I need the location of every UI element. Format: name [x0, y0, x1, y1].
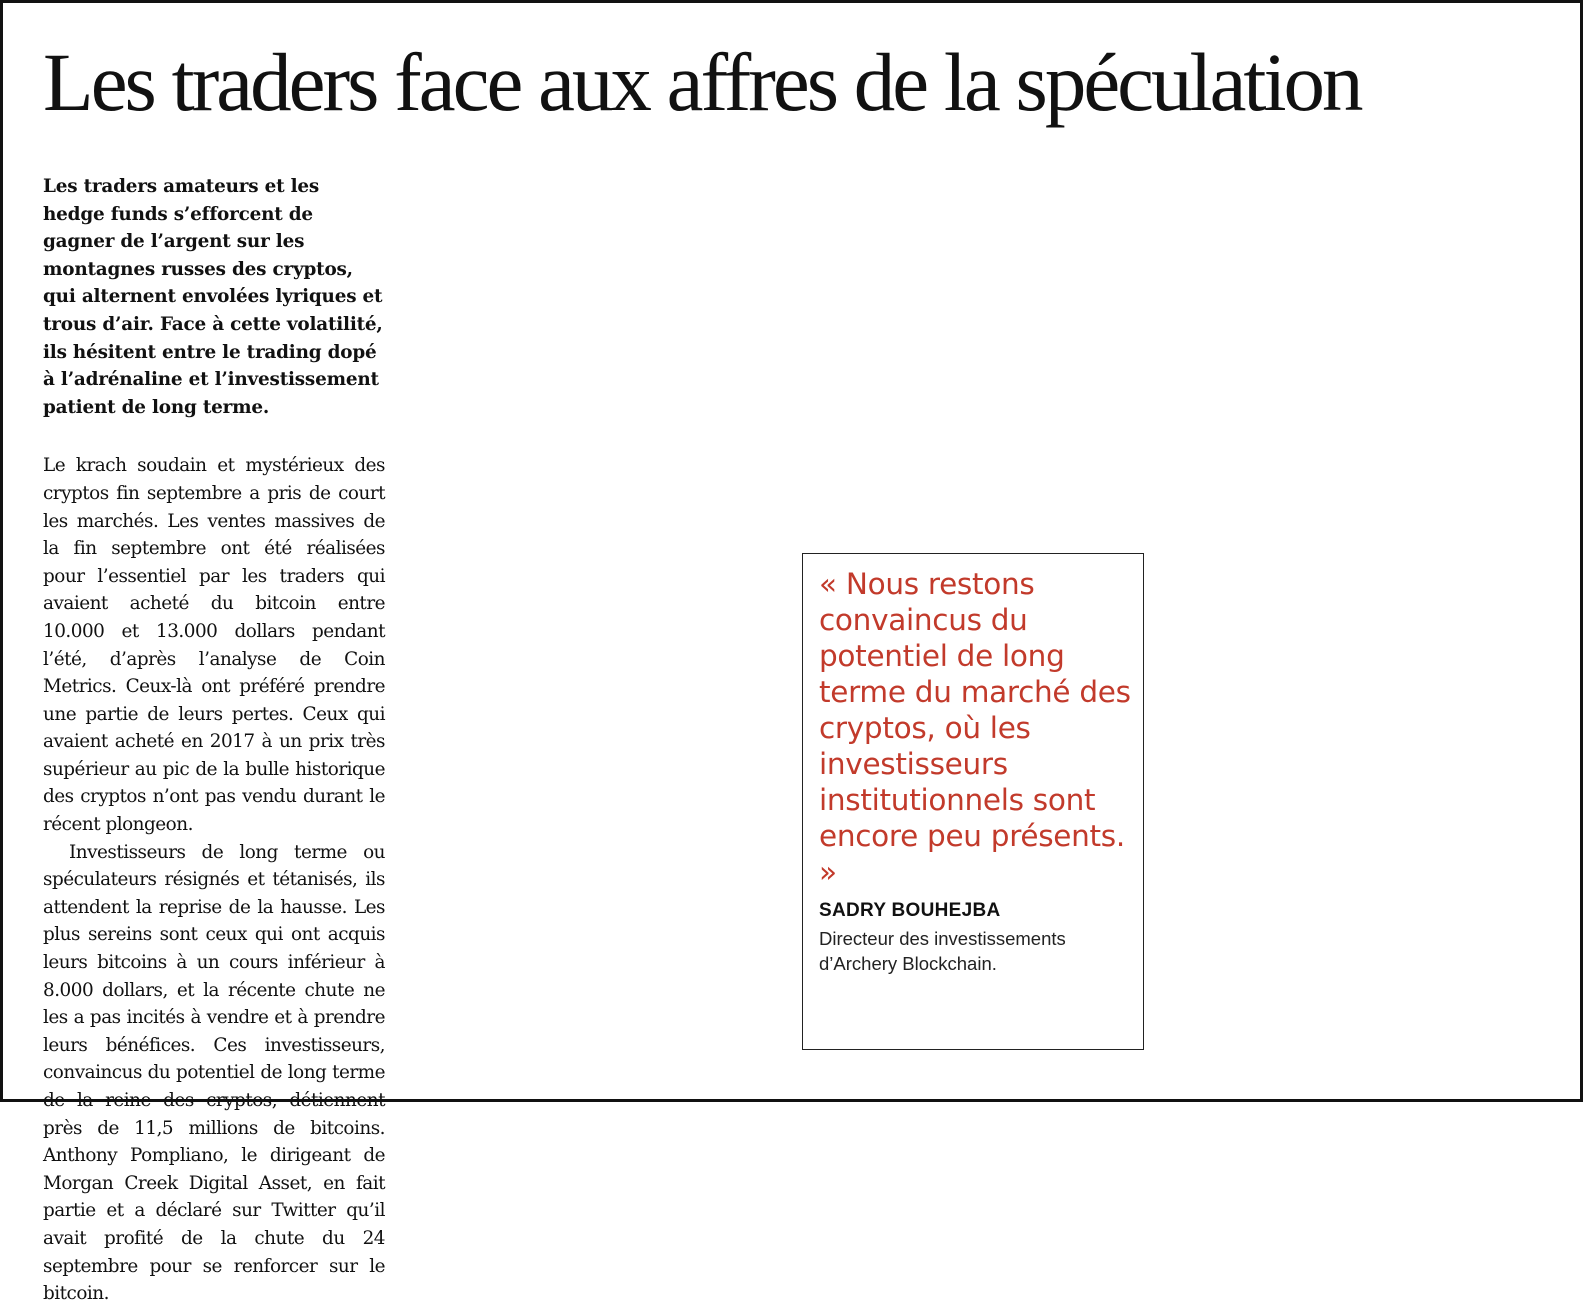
pull-quote-author-role: Directeur des investissements d’Archery Blockchain. [819, 928, 1066, 974]
lede: Les traders amateurs et les hedge funds s’efforcent de gagner de l’argent sur les montagnes russes des cryptos, qui alternent envolées lyriques et trous d’air. Face à cette volatilité, ils hésitent entre le trading dopé à l’adrénaline et l’investissement patient de long terme. [43, 176, 383, 418]
body-paragraph-2: Investisseurs de long terme ou spéculateurs résignés et tétanisés, ils attendent la reprise de la hausse. Les plus sereins sont ceux qui ont acquis leurs bitcoins à un cours inférieur à 8.000 dollars, et la récente chute ne les a pas incités à vendre et à prendre leurs bénéfices. Ces investisseurs, convaincus du potentiel de long terme de la reine des cryptos, détiennent près de 11,5 millions de bitcoins. Anthony Pompliano, le dirigeant de Morgan Creek Digital Asset, en fait partie et a déclaré sur Twitter qu’il avait profité de la chute du 24 septembre pour se renforcer sur le bitcoin. [43, 841, 385, 1305]
pull-quote-box [802, 553, 1144, 1050]
body-paragraph-1: Le krach soudain et mystérieux des cryptos fin septembre a pris de court les marchés. Les ventes massives de la fin septembre ont été réalisées pour l’essentiel par les traders qui avaient acheté du bitcoin entre 10.000 et 13.000 dollars pendant l’été, d’après l’analyse de Coin Metrics. Ceux-là ont préféré prendre une partie de leurs pertes. Ceux qui avaient acheté en 2017 à un prix très supérieur au pic de la bulle historique des cryptos n’ont pas vendu durant le récent plongeon. [43, 455, 385, 836]
column-1 [43, 173, 385, 1308]
headline: Les traders face aux affres de la spéculation [43, 36, 1361, 128]
pull-quote-author: SADRY BOUHEJBA [819, 900, 1001, 921]
pull-quote-text: « Nous restons convaincus du potentiel de long terme du marché des cryptos, où les investisseurs institutionnels sont encore peu présents. » [819, 567, 1131, 889]
